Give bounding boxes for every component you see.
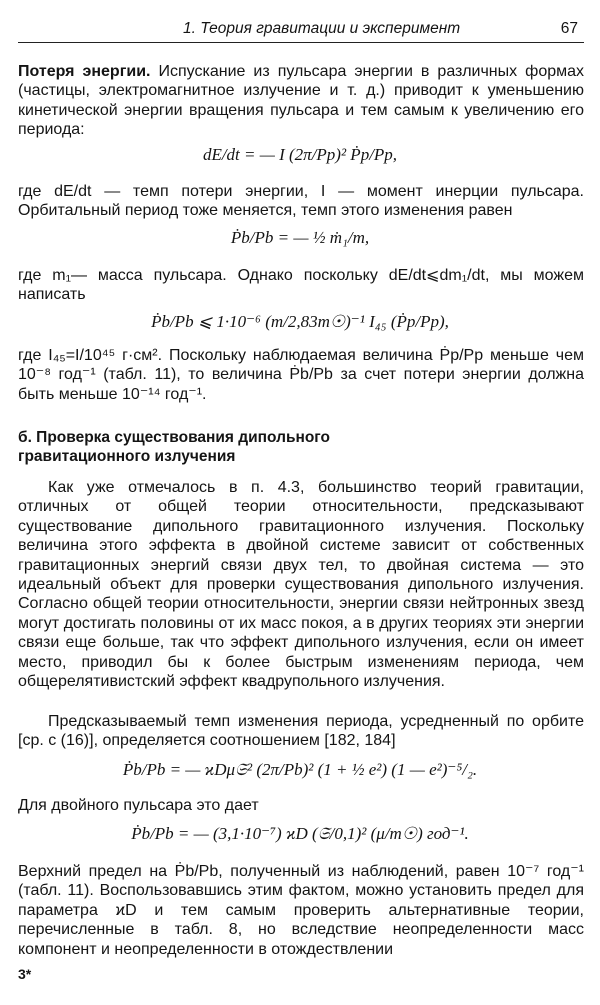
formula-dipole-rate: Ṗb/Pb = — ϰDμ𝔖² (2π/Pb)² (1 + ½ e²) (1 — e²)⁻⁵/₂. (122, 760, 478, 779)
page-number: 67 (560, 20, 578, 37)
section-b-paragraph-2: Предсказываемый темп изменения периода, усредненный по орбите [ср. с (16)], определяется соотношением [182, 184] (18, 713, 584, 750)
formula-period-limit: Ṗb/Pb ⩽ 1·10⁻⁶ (m/2,83m☉)⁻¹ I₄₅ (Ṗp/Pp), (151, 312, 449, 331)
section-b-title (18, 428, 584, 466)
section-b-title-line-2: гравитационного излучения (18, 448, 236, 465)
energy-loss-text-2: где dE/dt — темп потери энергии, I — момент инерции пульсара. Орбитальный период тоже меняется, темп этого изменения равен (18, 183, 584, 220)
section-b-text-5: Для двойного пульсара это дает (18, 797, 259, 814)
energy-loss-text-3: где m₁— масса пульсара. Однако поскольку dE/dt⩽dm₁/dt, мы можем написать (18, 267, 584, 304)
running-header (18, 18, 584, 43)
formula-orbital-period: Ṗb/Pb = — ½ ṁ₁/m, (230, 228, 370, 247)
energy-loss-text-4: где I₄₅=I/10⁴⁵ г·см². Поскольку наблюдаемая величина Ṗp/Pp меньше чем 10⁻⁸ год⁻¹ (табл. 11), то величина Ṗb/Pb за счет потери энергии должна быть меньше 10⁻¹⁴ год⁻¹. (18, 347, 584, 403)
running-title: 1. Теория гравитации и эксперимент (183, 20, 461, 37)
section-b-paragraph-3: Верхний предел на Ṗb/Pb, полученный из наблюдений, равен 10⁻⁷ год⁻¹ (табл. 11). Воспользовавшись этим фактом, можно установить предел для параметра ϰD и тем самым проверить альтернативные теории, перечисленные в табл. 8, но вследствие неопределенности масс компонент и неопределенности в отождествлении (18, 863, 584, 958)
formula-energy-loss: dE/dt = — I (2π/Pp)² Ṗp/Pp, (202, 145, 398, 164)
energy-loss-intro-text: Испускание из пульсара энергии в различных формах (частицы, электромагнитное излучение и т. д.) приводит к уменьшению кинетической энергии вращения пульсара и тем самым к увеличению его периода: (18, 63, 585, 139)
printer-signature: 3* (18, 966, 32, 982)
section-b-title-line-1: б. Проверка существования дипольного (18, 429, 331, 446)
energy-loss-intro (18, 62, 584, 140)
energy-loss-heading: Потеря энергии. (18, 63, 151, 80)
formula-binary-pulsar: Ṗb/Pb = — (3,1·10⁻⁷) ϰD (𝔖/0,1)² (μ/m☉) год⁻¹. (131, 824, 469, 843)
section-b-paragraph-1: Как уже отмечалось в п. 4.3, большинство теорий гравитации, отличных от общей теории относительности, предсказывают существование дипольного гравитационного излучения. Поскольку величина этого эффекта в двойной системе зависит от собственных гравитационных энергий связи двух тел, то двойная система — это идеальный объект для проверки существования дипольного излучения. Согласно общей теории относительности, энергии связи нейтронных звезд могут достигать половины от их масс покоя, а в других теориях эти энергии связи еще больше, так что эффект дипольного излучения, если он имеет место, приводил бы к более быстрым изменениям периода, чем общерелятивистский эффект квадрупольного излучения. (18, 479, 584, 691)
